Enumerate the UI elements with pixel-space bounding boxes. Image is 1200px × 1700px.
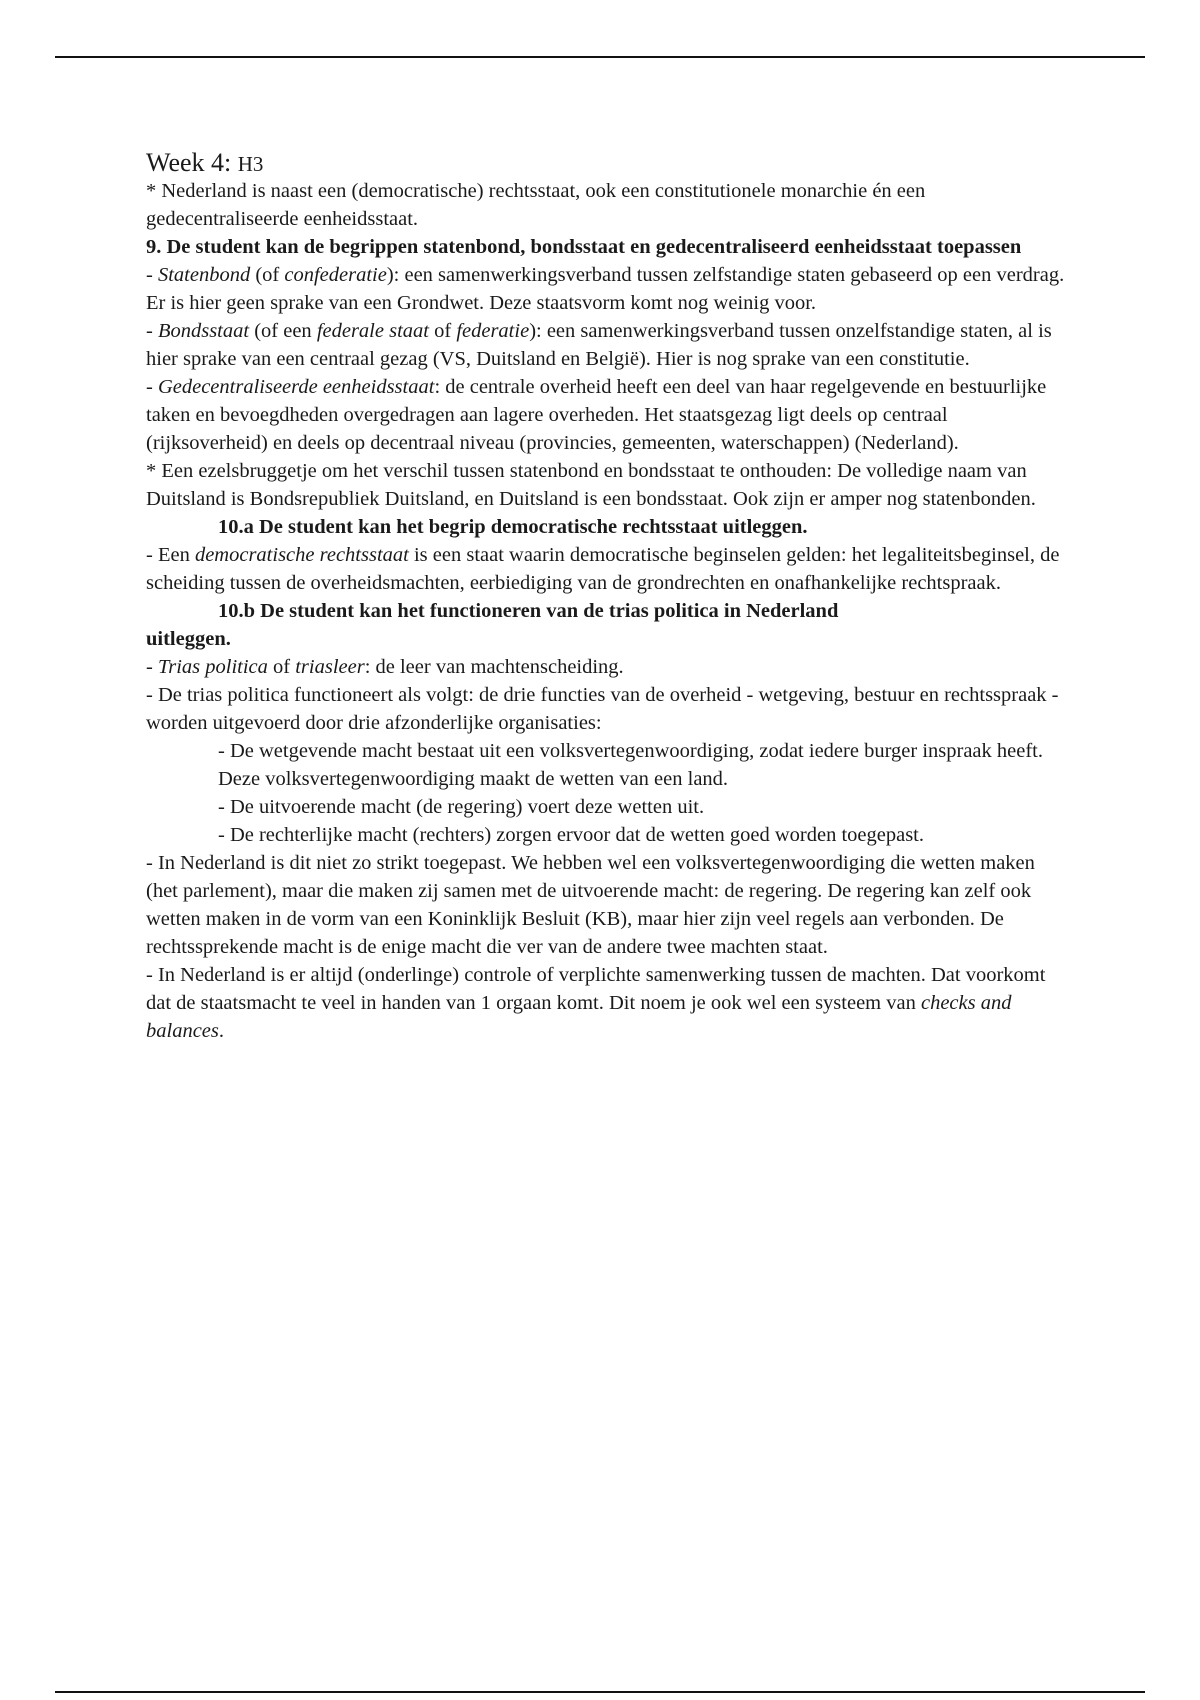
paragraph-text: - In Nederland is er altijd (onderlinge) controle of verplichte samenwerking tussen de machten. Dat voorkomt dat de staatsmacht te veel in handen van 1 orgaan komt. Dit noem je ook wel een systeem van xyxy=(146,964,1046,1014)
nederland-paragraph-2 xyxy=(146,961,1066,1045)
term-statenbond: Statenbond xyxy=(157,264,251,286)
learning-goal-10a xyxy=(146,513,1066,541)
definition-text: : de leer van machtenscheiding. xyxy=(364,656,624,678)
term-eenheidsstaat: Gedecentraliseerde eenheidsstaat xyxy=(157,376,435,398)
definition-text: ): een samenwerkingsverband tussen zelfstandige staten gebaseerd op een verdrag. Er is hier geen sprake van een Grondwet. Deze staatsvorm komt nog weinig voor. xyxy=(146,264,1065,314)
definition-eenheidsstaat xyxy=(146,373,1066,457)
top-rule xyxy=(55,56,1145,58)
text-fragment: (of een xyxy=(249,320,317,342)
definition-rechtsstaat xyxy=(146,541,1066,597)
text-fragment: of xyxy=(267,656,296,678)
term-trias-politica: Trias politica xyxy=(157,656,268,678)
definition-text: is een staat waarin democratische beginselen gelden: het legaliteitsbeginsel, de scheiding tussen de overheidsmachten, eerbiediging van de grondrechten en onafhankelijke rechtspraak. xyxy=(146,544,1060,594)
power-item-judicial: - De rechterlijke macht (rechters) zorgen ervoor dat de wetten goed worden toegepast. xyxy=(218,824,924,846)
learning-goal-10a-text: 10.a De student kan het begrip democratische rechtsstaat uitleggen. xyxy=(218,516,808,538)
power-item-legislative: - De wetgevende macht bestaat uit een volksvertegenwoordiging, zodat iedere burger inspraak heeft. Deze volksvertegenwoordiging maakt de wetten van een land. xyxy=(218,740,1043,790)
nederland-paragraph-1: - In Nederland is dit niet zo strikt toegepast. We hebben wel een volksvertegenwoordiging die wetten maken (het parlement), maar die maken zij samen met de uitvoerende macht: de regering. De regering kan zelf ook wetten maken in de vorm van een Koninklijk Besluit (KB), maar hier zijn veel regels aan verbonden. De rechtssprekende macht is de enige macht die ver van de andere twee machten staat. xyxy=(146,852,1035,958)
term-federale-staat: federale staat xyxy=(316,320,429,342)
document-body xyxy=(146,148,1066,1045)
page-title xyxy=(146,148,1066,179)
learning-goal-10b-line1: 10.b De student kan het functioneren van de trias politica in Nederland xyxy=(218,600,839,622)
learning-goal-10b xyxy=(146,597,1066,653)
power-item-executive: - De uitvoerende macht (de regering) voert deze wetten uit. xyxy=(218,796,705,818)
dash: - xyxy=(146,264,158,286)
learning-goal-9-text: 9. De student kan de begrippen statenbond, bondsstaat en gedecentraliseerd eenheidsstaat toepassen xyxy=(146,236,1022,258)
dash: - xyxy=(146,656,158,678)
definition-text: : de centrale overheid heeft een deel van haar regelgevende en bestuurlijke taken en bevoegdheden overgedragen aan lagere overheden. Het staatsgezag ligt deels op centraal (rijksoverheid) en deels op decentraal niveau (provincies, gemeenten, waterschappen) (Nederland). xyxy=(146,376,1047,454)
text-fragment: . xyxy=(218,1020,224,1042)
dash: - xyxy=(146,376,158,398)
term-triasleer: triasleer xyxy=(295,656,365,678)
definition-trias xyxy=(146,653,1066,681)
trias-functioning-paragraph: - De trias politica functioneert als volgt: de drie functies van de overheid - wetgeving, bestuur en rechtsspraak - worden uitgevoerd door drie afzonderlijke organisaties: xyxy=(146,684,1059,734)
text-fragment: (of xyxy=(250,264,285,286)
title-week: Week 4: xyxy=(146,148,232,177)
text-fragment: of xyxy=(428,320,457,342)
term-confederatie: confederatie xyxy=(284,264,387,286)
term-federatie: federatie xyxy=(456,320,530,342)
text-fragment: - Een xyxy=(146,544,195,566)
definition-bondsstaat xyxy=(146,317,1066,373)
term-bondsstaat: Bondsstaat xyxy=(157,320,250,342)
learning-goal-9 xyxy=(146,233,1066,261)
intro-paragraph: * Nederland is naast een (democratische) rechtsstaat, ook een constitutionele monarchie én een gedecentraliseerde eenheidsstaat. xyxy=(146,180,926,230)
title-chapter: H3 xyxy=(237,152,264,176)
term-checks-and-balances: checks and balances xyxy=(146,992,1012,1042)
learning-goal-10b-line2: uitleggen. xyxy=(146,628,231,650)
mnemonic-paragraph: * Een ezelsbruggetje om het verschil tussen statenbond en bondsstaat te onthouden: De volledige naam van Duitsland is Bondsrepubliek Duitsland, en Duitsland is een bondsstaat. Ook zijn er amper nog statenbonden. xyxy=(146,460,1036,510)
term-democratische-rechtsstaat: democratische rechtsstaat xyxy=(194,544,409,566)
bottom-rule xyxy=(55,1691,1145,1693)
definition-statenbond xyxy=(146,261,1066,317)
dash: - xyxy=(146,320,158,342)
definition-text: ): een samenwerkingsverband tussen onzelfstandige staten, al is hier sprake van een centraal gezag (VS, Duitsland en België). Hier is nog sprake van een constitutie. xyxy=(146,320,1052,370)
